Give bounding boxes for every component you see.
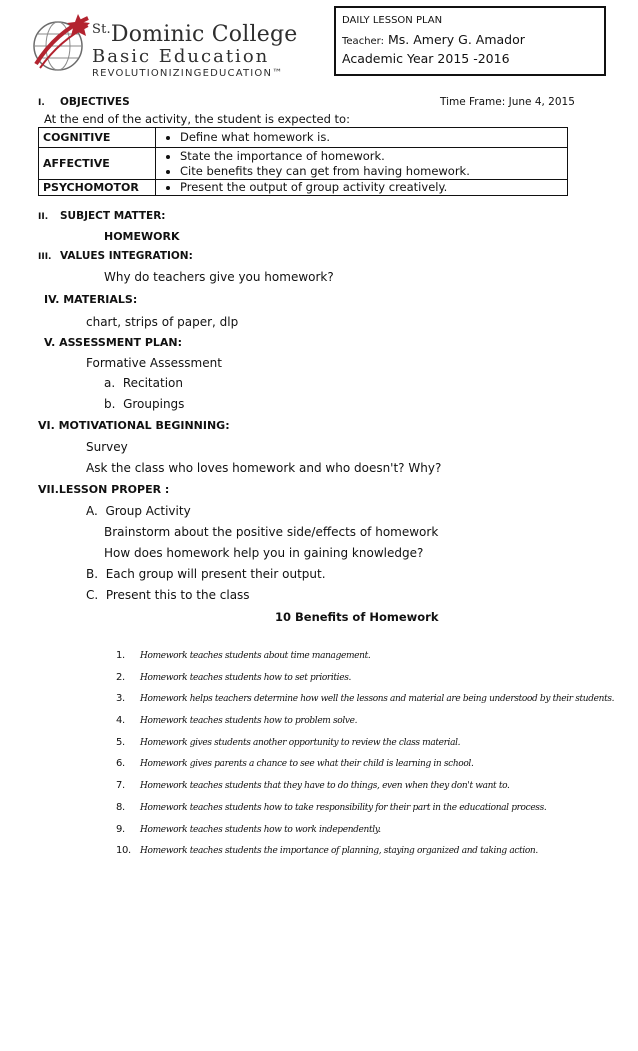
table-row	[39, 180, 568, 196]
assessment-heading: V. ASSESSMENT PLAN:	[44, 336, 183, 349]
lesson-proper-heading: VII.LESSON PROPER :	[38, 483, 170, 496]
objective-item: • Cite benefits they can get from having homework.	[180, 164, 563, 179]
objective-item: • Define what homework is.	[180, 130, 563, 145]
objective-cell	[156, 148, 568, 180]
objective-cell	[156, 128, 568, 148]
lesson-step-c: C. Present this to the class	[86, 588, 250, 602]
objectives-intro: At the end of the activity, the student is expected to:	[44, 112, 350, 126]
school-name-line1: $^{St.}$Dominic College	[92, 22, 298, 47]
list-item: 3. Homework helps teachers determine how well the lessons and material are being understood by their students.	[116, 693, 615, 705]
list-item: 1. Homework teaches students about time management.	[116, 650, 371, 661]
objective-item: • State the importance of homework.	[180, 149, 563, 164]
table-row	[39, 128, 568, 148]
objective-cell	[156, 180, 568, 196]
lesson-plan-header-box	[334, 6, 606, 76]
list-item: 9. Homework teaches students how to work independently.	[116, 823, 381, 835]
list-item: 5. Homework gives students another opportunity to review the class material.	[116, 736, 461, 748]
list-item: 6. Homework gives parents a chance to see what their child is learning in school.	[116, 758, 474, 770]
domain-affective: AFFECTIVE	[39, 148, 156, 180]
list-item: 2. Homework teaches students how to set priorities.	[116, 671, 351, 683]
school-tagline: REVOLUTIONIZINGEDUCATION™	[92, 68, 284, 79]
assessment-item: a. Recitation	[104, 376, 183, 390]
materials-heading: IV. MATERIALS:	[44, 293, 138, 306]
academic-year: Academic Year 2015 -2016	[342, 51, 510, 66]
list-item: 7. Homework teaches students that they have to do things, even when they don't want to.	[116, 780, 510, 792]
objectives-table	[38, 127, 568, 196]
domain-psychomotor: PSYCHOMOTOR	[39, 180, 156, 196]
school-logo	[30, 12, 300, 78]
assessment-item: b. Groupings	[104, 397, 185, 411]
time-frame: Time Frame: June 4, 2015	[440, 96, 575, 108]
values-integration-value: Why do teachers give you homework?	[104, 270, 334, 284]
materials-value: chart, strips of paper, dlp	[86, 315, 239, 329]
teacher-line: Teacher: Ms. Amery G. Amador	[342, 32, 525, 47]
motivational-line: Survey	[86, 440, 128, 454]
subject-matter-value: HOMEWORK	[104, 230, 180, 243]
list-item: 10. Homework teaches students the importance of planning, staying organized and taking action.	[116, 845, 538, 857]
list-item: 8. Homework teaches students how to take responsibility for their part in the educational process.	[116, 801, 547, 813]
benefits-list	[116, 650, 614, 867]
lesson-step-a: A. Group Activity	[86, 504, 191, 518]
lesson-step-b: B. Each group will present their output.	[86, 567, 326, 581]
lesson-step-a-detail: How does homework help you in gaining knowledge?	[104, 546, 424, 560]
list-item: 4. Homework teaches students how to problem solve.	[116, 715, 358, 727]
school-name-line2: Basic Education	[92, 46, 270, 67]
motivational-line: Ask the class who loves homework and who doesn't? Why?	[86, 461, 442, 475]
benefits-title: 10 Benefits of Homework	[275, 610, 439, 624]
motivational-heading: VI. MOTIVATIONAL BEGINNING:	[38, 419, 230, 432]
objectives-heading: I. OBJECTIVES	[38, 96, 130, 108]
globe-logo-icon	[30, 12, 90, 76]
assessment-value: Formative Assessment	[86, 356, 222, 370]
table-row	[39, 148, 568, 180]
lesson-step-a-detail: Brainstorm about the positive side/effects of homework	[104, 525, 439, 539]
plan-title: DAILY LESSON PLAN	[342, 15, 443, 26]
objective-item: • Present the output of group activity creatively.	[180, 180, 563, 195]
subject-matter-heading: II. SUBJECT MATTER:	[38, 210, 166, 222]
domain-cognitive: COGNITIVE	[39, 128, 156, 148]
values-integration-heading: III. VALUES INTEGRATION:	[38, 250, 193, 262]
